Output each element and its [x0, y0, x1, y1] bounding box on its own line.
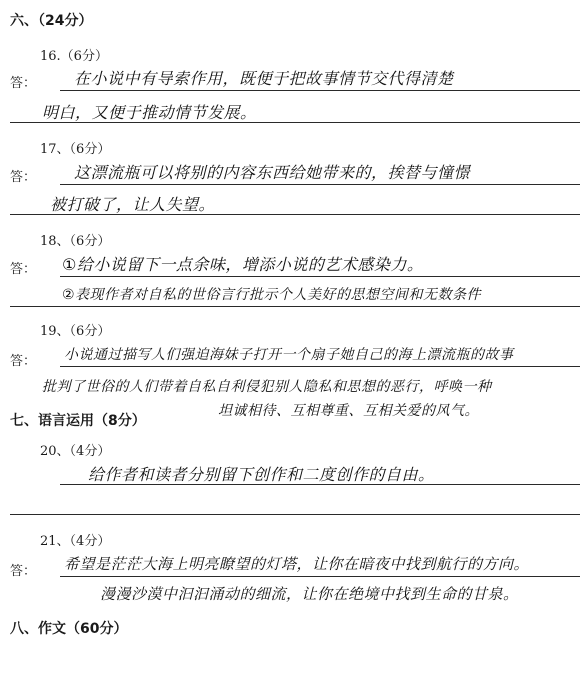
question-18-answer-line-1: ①给小说留下一点余味，增添小说的艺术感染力。 [62, 255, 424, 274]
question-16-answer-line-2: 明白，又便于推动情节发展。 [42, 103, 257, 122]
answer-rule [10, 306, 580, 307]
question-17-number: 17、（6分） [40, 142, 111, 157]
question-21-answer-line-2: 漫漫沙漠中汩汩涌动的细流，让你在绝境中找到生命的甘泉。 [100, 585, 519, 603]
question-21-number: 21、（4分） [40, 534, 111, 549]
answer-rule [10, 514, 580, 515]
question-18-answer-line-2: ②表现作者对自私的世俗言行批示个人美好的思想空间和无数条件 [62, 287, 482, 303]
question-18-number: 18、（6分） [40, 234, 111, 249]
question-18-answer-label: 答： [10, 262, 37, 277]
question-17-answer-line-1: 这漂流瓶可以将别的内容东西给她带来的，挨替与憧憬 [74, 163, 471, 182]
answer-rule [10, 214, 580, 215]
question-19-number: 19、（6分） [40, 324, 111, 339]
section-heading-6: 六、（24分） [10, 13, 93, 29]
answer-rule [60, 366, 580, 367]
question-16-answer-line-1: 在小说中有导索作用，既便于把故事情节交代得清楚 [74, 69, 454, 88]
question-19-answer-label: 答： [10, 354, 37, 369]
question-16-answer-label: 答： [10, 76, 37, 91]
answer-rule [10, 122, 580, 123]
question-21-answer-line-1: 希望是茫茫大海上明亮瞭望的灯塔，让你在暗夜中找到航行的方向。 [64, 555, 530, 573]
question-16-number: 16.（6分） [40, 49, 108, 64]
section-heading-8: 八、作文（60分） [10, 621, 128, 637]
question-21-answer-label: 答： [10, 564, 37, 579]
answer-rule [60, 90, 580, 91]
question-20-answer-line-1: 给作者和读者分别留下创作和二度创作的自由。 [88, 465, 435, 484]
answer-rule [60, 184, 580, 185]
question-17-answer-label: 答： [10, 170, 37, 185]
question-19-answer-line-3: 坦诚相待、互相尊重、互相关爱的风气。 [218, 403, 479, 419]
question-19-answer-line-1: 小说通过描写人们强迫海妹子打开一个扇子她自己的海上漂流瓶的故事 [64, 347, 514, 363]
answer-rule [60, 276, 580, 277]
question-17-answer-line-2: 被打破了，让人失望。 [50, 195, 216, 214]
section-heading-7: 七、语言运用（8分） [10, 413, 146, 429]
question-20-number: 20、（4分） [40, 444, 111, 459]
question-19-answer-line-2: 批判了世俗的人们带着自私自利侵犯别人隐私和思想的恶行，呼唤一种 [42, 379, 492, 395]
answer-rule [60, 576, 580, 577]
answer-rule [60, 484, 580, 485]
